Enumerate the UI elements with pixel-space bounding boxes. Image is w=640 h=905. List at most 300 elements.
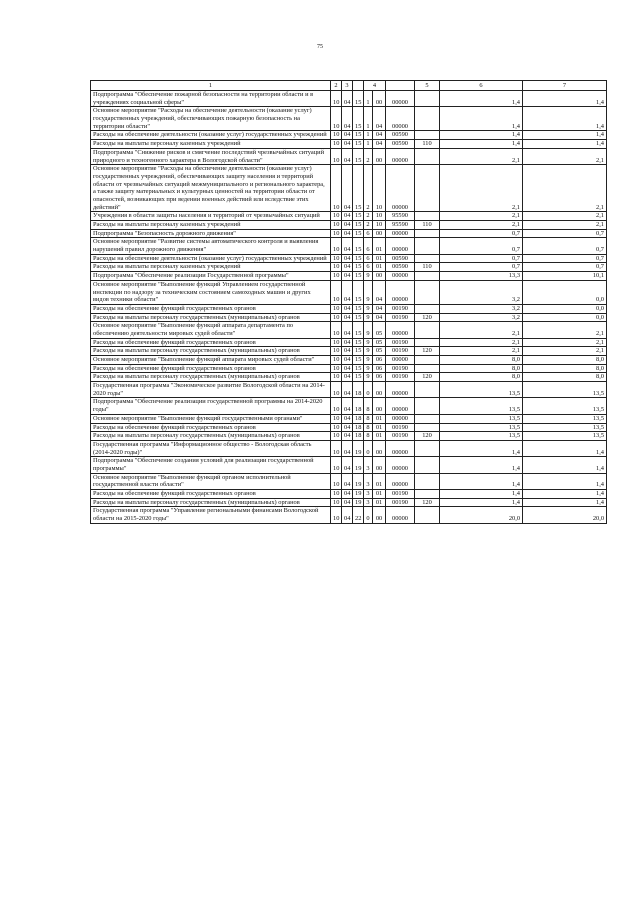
expense-type-code (415, 364, 440, 373)
program-code: 15 (353, 107, 364, 131)
row-name: Расходы на обеспечение функций государственных органов (91, 364, 331, 373)
program-code: 15 (353, 356, 364, 365)
amount-2018: 1,4 (440, 498, 523, 507)
subsection-code: 04 (342, 440, 353, 456)
amount-2018: 0,7 (440, 238, 523, 254)
program-code: 15 (353, 212, 364, 221)
subsection-code: 04 (342, 238, 353, 254)
table-row (91, 263, 607, 272)
program-code: 15 (353, 347, 364, 356)
amount-2018: 3,2 (440, 313, 523, 322)
row-name: Основное мероприятие "Выполнение функций государственными органами" (91, 414, 331, 423)
subprogram-code: 8 (364, 423, 373, 432)
row-name: Расходы на обеспечение деятельности (оказание услуг) государственных учреждений (91, 254, 331, 263)
section-code: 10 (331, 423, 342, 432)
program-code: 15 (353, 221, 364, 230)
program-code: 15 (353, 304, 364, 313)
amount-2019: 13,5 (523, 423, 607, 432)
direction-code: 00190 (386, 498, 415, 507)
row-name: Расходы на выплаты персоналу государственных (муниципальных) органов (91, 347, 331, 356)
subprogram-code: 2 (364, 221, 373, 230)
table-row (91, 254, 607, 263)
row-name: Подпрограмма "Обеспечение пожарной безопасности на территории области и в учреждениях социальной сферы" (91, 91, 331, 107)
amount-2018: 13,5 (440, 432, 523, 441)
expense-type-code (415, 440, 440, 456)
column-header: 6 (440, 81, 523, 91)
direction-code: 00590 (386, 263, 415, 272)
direction-code: 95590 (386, 221, 415, 230)
subprogram-code: 9 (364, 373, 373, 382)
amount-2019: 2,1 (523, 148, 607, 164)
event-code: 00 (373, 148, 386, 164)
amount-2019: 13,5 (523, 414, 607, 423)
expense-type-code (415, 490, 440, 499)
table-row (91, 212, 607, 221)
amount-2018: 2,1 (440, 165, 523, 212)
section-code: 10 (331, 107, 342, 131)
row-name: Основное мероприятие "Развитие системы автоматического контроля и выявления нарушений правил дорожного движения" (91, 238, 331, 254)
section-code: 10 (331, 131, 342, 140)
direction-code: 00190 (386, 373, 415, 382)
direction-code: 00000 (386, 91, 415, 107)
amount-2019: 2,1 (523, 338, 607, 347)
subprogram-code: 6 (364, 263, 373, 272)
expense-type-code: 110 (415, 263, 440, 272)
event-code: 05 (373, 322, 386, 338)
section-code: 10 (331, 238, 342, 254)
table-row (91, 238, 607, 254)
event-code: 00 (373, 457, 386, 473)
amount-2019: 1,4 (523, 140, 607, 149)
table-row (91, 498, 607, 507)
row-name: Расходы на обеспечение функций государственных органов (91, 338, 331, 347)
program-code: 18 (353, 432, 364, 441)
program-code: 15 (353, 254, 364, 263)
event-code: 00 (373, 440, 386, 456)
direction-code: 00000 (386, 457, 415, 473)
budget-table (90, 80, 607, 524)
section-code: 10 (331, 212, 342, 221)
expense-type-code (415, 322, 440, 338)
program-code: 19 (353, 490, 364, 499)
expense-type-code (415, 272, 440, 281)
amount-2018: 13,5 (440, 398, 523, 414)
table-row (91, 507, 607, 523)
subprogram-code: 9 (364, 313, 373, 322)
section-code: 10 (331, 338, 342, 347)
program-code: 19 (353, 457, 364, 473)
amount-2019: 1,4 (523, 107, 607, 131)
subsection-code: 04 (342, 507, 353, 523)
subsection-code: 04 (342, 338, 353, 347)
section-code: 10 (331, 356, 342, 365)
subprogram-code: 1 (364, 107, 373, 131)
table-row (91, 414, 607, 423)
amount-2018: 1,4 (440, 131, 523, 140)
direction-code: 00000 (386, 414, 415, 423)
subprogram-code: 9 (364, 338, 373, 347)
column-header: 4 (364, 81, 386, 91)
row-name: Расходы на выплаты персоналу казенных учреждений (91, 263, 331, 272)
program-code: 19 (353, 473, 364, 489)
subprogram-code: 9 (364, 280, 373, 304)
expense-type-code (415, 382, 440, 398)
event-code: 04 (373, 313, 386, 322)
event-code: 00 (373, 382, 386, 398)
amount-2018: 1,4 (440, 140, 523, 149)
event-code: 00 (373, 272, 386, 281)
amount-2018: 20,0 (440, 507, 523, 523)
event-code: 10 (373, 212, 386, 221)
subprogram-code: 9 (364, 364, 373, 373)
direction-code: 00190 (386, 423, 415, 432)
expense-type-code (415, 414, 440, 423)
direction-code: 00590 (386, 131, 415, 140)
section-code: 10 (331, 498, 342, 507)
amount-2019: 8,0 (523, 373, 607, 382)
table-row (91, 473, 607, 489)
subsection-code: 04 (342, 304, 353, 313)
subprogram-code: 2 (364, 212, 373, 221)
table-row (91, 229, 607, 238)
direction-code: 00000 (386, 507, 415, 523)
table-row (91, 165, 607, 212)
direction-code: 00000 (386, 148, 415, 164)
row-name: Государственная программа "Управление региональными финансами Вологодской области на 2015-2020 годы" (91, 507, 331, 523)
row-name: Подпрограмма "Снижение рисков и смягчение последствий чрезвычайных ситуаций природного и техногенного характера в Вологодской области" (91, 148, 331, 164)
program-code: 15 (353, 322, 364, 338)
row-name: Расходы на выплаты персоналу государственных (муниципальных) органов (91, 373, 331, 382)
subsection-code: 04 (342, 364, 353, 373)
direction-code: 00190 (386, 347, 415, 356)
amount-2018: 3,2 (440, 304, 523, 313)
direction-code: 00000 (386, 440, 415, 456)
section-code: 10 (331, 91, 342, 107)
event-code: 04 (373, 131, 386, 140)
program-code: 15 (353, 91, 364, 107)
amount-2019: 2,1 (523, 221, 607, 230)
column-header (353, 81, 364, 91)
table-row (91, 322, 607, 338)
expense-type-code (415, 212, 440, 221)
event-code: 01 (373, 490, 386, 499)
expense-type-code (415, 398, 440, 414)
amount-2019: 8,0 (523, 356, 607, 365)
table-row (91, 313, 607, 322)
section-code: 10 (331, 473, 342, 489)
subprogram-code: 3 (364, 498, 373, 507)
amount-2019: 2,1 (523, 212, 607, 221)
table-row (91, 304, 607, 313)
subsection-code: 04 (342, 423, 353, 432)
amount-2018: 0,7 (440, 229, 523, 238)
amount-2018: 13,3 (440, 272, 523, 281)
expense-type-code (415, 507, 440, 523)
subsection-code: 04 (342, 356, 353, 365)
table-row (91, 373, 607, 382)
expense-type-code: 120 (415, 347, 440, 356)
expense-type-code (415, 338, 440, 347)
column-header: 5 (415, 81, 440, 91)
section-code: 10 (331, 272, 342, 281)
event-code: 04 (373, 140, 386, 149)
expense-type-code (415, 254, 440, 263)
direction-code: 00000 (386, 356, 415, 365)
amount-2019: 1,4 (523, 131, 607, 140)
subsection-code: 04 (342, 263, 353, 272)
subsection-code: 04 (342, 91, 353, 107)
subsection-code: 04 (342, 148, 353, 164)
table-row (91, 148, 607, 164)
section-code: 10 (331, 440, 342, 456)
event-code: 04 (373, 280, 386, 304)
subsection-code: 04 (342, 212, 353, 221)
table-row (91, 91, 607, 107)
amount-2019: 2,1 (523, 347, 607, 356)
subprogram-code: 3 (364, 473, 373, 489)
event-code: 06 (373, 356, 386, 365)
row-name: Подпрограмма "Обеспечение реализации государственной программы на 2014-2020 годы" (91, 398, 331, 414)
program-code: 15 (353, 165, 364, 212)
amount-2019: 13,5 (523, 382, 607, 398)
amount-2019: 0,0 (523, 280, 607, 304)
row-name: Государственная программа "Информационное общество - Вологодская область (2014-2020 годы)" (91, 440, 331, 456)
amount-2018: 13,5 (440, 382, 523, 398)
direction-code: 95590 (386, 212, 415, 221)
section-code: 10 (331, 221, 342, 230)
program-code: 15 (353, 373, 364, 382)
program-code: 18 (353, 398, 364, 414)
amount-2018: 13,5 (440, 423, 523, 432)
amount-2018: 2,1 (440, 212, 523, 221)
program-code: 15 (353, 148, 364, 164)
row-name: Расходы на выплаты персоналу государственных (муниципальных) органов (91, 498, 331, 507)
expense-type-code (415, 91, 440, 107)
section-code: 10 (331, 148, 342, 164)
amount-2019: 1,4 (523, 91, 607, 107)
amount-2019: 0,7 (523, 254, 607, 263)
amount-2018: 2,1 (440, 347, 523, 356)
row-name: Подпрограмма "Безопасность дорожного движения" (91, 229, 331, 238)
section-code: 10 (331, 165, 342, 212)
subprogram-code: 8 (364, 414, 373, 423)
event-code: 01 (373, 498, 386, 507)
direction-code: 00000 (386, 322, 415, 338)
amount-2018: 0,7 (440, 254, 523, 263)
direction-code: 00000 (386, 272, 415, 281)
program-code: 19 (353, 440, 364, 456)
amount-2018: 2,1 (440, 338, 523, 347)
subprogram-code: 6 (364, 254, 373, 263)
event-code: 00 (373, 398, 386, 414)
direction-code: 00190 (386, 364, 415, 373)
subsection-code: 04 (342, 107, 353, 131)
subprogram-code: 9 (364, 272, 373, 281)
subprogram-code: 9 (364, 356, 373, 365)
table-row (91, 457, 607, 473)
subprogram-code: 3 (364, 457, 373, 473)
expense-type-code: 120 (415, 373, 440, 382)
program-code: 19 (353, 498, 364, 507)
subprogram-code: 9 (364, 304, 373, 313)
subprogram-code: 2 (364, 148, 373, 164)
direction-code: 00000 (386, 238, 415, 254)
amount-2019: 10,1 (523, 272, 607, 281)
direction-code: 00190 (386, 432, 415, 441)
amount-2018: 0,7 (440, 263, 523, 272)
amount-2018: 1,4 (440, 473, 523, 489)
column-header (386, 81, 415, 91)
amount-2019: 0,7 (523, 238, 607, 254)
table-row (91, 272, 607, 281)
section-code: 10 (331, 507, 342, 523)
program-code: 15 (353, 338, 364, 347)
program-code: 15 (353, 280, 364, 304)
row-name: Подпрограмма "Обеспечение реализации Государственной программы" (91, 272, 331, 281)
column-header: 7 (523, 81, 607, 91)
subsection-code: 04 (342, 490, 353, 499)
section-code: 10 (331, 457, 342, 473)
subsection-code: 04 (342, 382, 353, 398)
section-code: 10 (331, 382, 342, 398)
expense-type-code (415, 107, 440, 131)
section-code: 10 (331, 398, 342, 414)
subprogram-code: 2 (364, 165, 373, 212)
column-header: 3 (342, 81, 353, 91)
event-code: 04 (373, 304, 386, 313)
expense-type-code: 110 (415, 140, 440, 149)
program-code: 15 (353, 364, 364, 373)
program-code: 15 (353, 272, 364, 281)
direction-code: 00000 (386, 229, 415, 238)
event-code: 00 (373, 91, 386, 107)
row-name: Учреждения в области защиты населения и территорий от чрезвычайных ситуаций (91, 212, 331, 221)
expense-type-code (415, 304, 440, 313)
row-name: Расходы на выплаты персоналу государственных (муниципальных) органов (91, 313, 331, 322)
table-row (91, 356, 607, 365)
subsection-code: 04 (342, 414, 353, 423)
amount-2018: 1,4 (440, 440, 523, 456)
direction-code: 00000 (386, 165, 415, 212)
program-code: 18 (353, 414, 364, 423)
direction-code: 00000 (386, 473, 415, 489)
subprogram-code: 3 (364, 490, 373, 499)
expense-type-code (415, 473, 440, 489)
expense-type-code (415, 165, 440, 212)
row-name: Расходы на обеспечение деятельности (оказание услуг) государственных учреждений (91, 131, 331, 140)
amount-2019: 1,4 (523, 490, 607, 499)
subsection-code: 04 (342, 131, 353, 140)
program-code: 18 (353, 382, 364, 398)
row-name: Подпрограмма "Обеспечение создания условий для реализации государственной программы" (91, 457, 331, 473)
row-name: Государственная программа "Экономическое развитие Вологодской области на 2014-2020 годы" (91, 382, 331, 398)
amount-2018: 1,4 (440, 107, 523, 131)
direction-code: 00590 (386, 140, 415, 149)
subsection-code: 04 (342, 432, 353, 441)
subsection-code: 04 (342, 272, 353, 281)
table-row (91, 347, 607, 356)
subsection-code: 04 (342, 254, 353, 263)
program-code: 15 (353, 140, 364, 149)
row-name: Расходы на обеспечение функций государственных органов (91, 304, 331, 313)
program-code: 22 (353, 507, 364, 523)
event-code: 10 (373, 165, 386, 212)
table-row (91, 364, 607, 373)
direction-code: 00000 (386, 107, 415, 131)
subsection-code: 04 (342, 373, 353, 382)
amount-2019: 1,4 (523, 498, 607, 507)
subsection-code: 04 (342, 280, 353, 304)
subprogram-code: 9 (364, 322, 373, 338)
direction-code: 00000 (386, 382, 415, 398)
subsection-code: 04 (342, 322, 353, 338)
row-name: Расходы на обеспечение функций государственных органов (91, 490, 331, 499)
subsection-code: 04 (342, 457, 353, 473)
subprogram-code: 1 (364, 140, 373, 149)
direction-code: 00000 (386, 280, 415, 304)
amount-2019: 1,4 (523, 440, 607, 456)
amount-2019: 1,4 (523, 457, 607, 473)
amount-2018: 8,0 (440, 364, 523, 373)
table-row (91, 398, 607, 414)
event-code: 01 (373, 423, 386, 432)
event-code: 06 (373, 364, 386, 373)
table-row (91, 221, 607, 230)
table-row (91, 107, 607, 131)
table-row (91, 338, 607, 347)
direction-code: 00190 (386, 338, 415, 347)
row-name: Расходы на обеспечение функций государственных органов (91, 423, 331, 432)
expense-type-code (415, 131, 440, 140)
section-code: 10 (331, 364, 342, 373)
table-row (91, 382, 607, 398)
event-code: 01 (373, 254, 386, 263)
expense-type-code (415, 457, 440, 473)
event-code: 10 (373, 221, 386, 230)
amount-2019: 0,7 (523, 263, 607, 272)
table-row (91, 490, 607, 499)
table-header-row (91, 81, 607, 91)
section-code: 10 (331, 229, 342, 238)
expense-type-code: 110 (415, 221, 440, 230)
event-code: 01 (373, 432, 386, 441)
amount-2019: 0,0 (523, 313, 607, 322)
amount-2019: 13,5 (523, 398, 607, 414)
table-row (91, 423, 607, 432)
expense-type-code (415, 148, 440, 164)
program-code: 15 (353, 263, 364, 272)
subprogram-code: 8 (364, 398, 373, 414)
section-code: 10 (331, 304, 342, 313)
table-row (91, 432, 607, 441)
table-body (91, 91, 607, 524)
amount-2018: 13,5 (440, 414, 523, 423)
section-code: 10 (331, 313, 342, 322)
page-number: 75 (317, 44, 323, 50)
amount-2018: 1,4 (440, 490, 523, 499)
subsection-code: 04 (342, 398, 353, 414)
column-header: 1 (91, 81, 331, 91)
subprogram-code: 1 (364, 91, 373, 107)
amount-2019: 13,5 (523, 432, 607, 441)
subsection-code: 04 (342, 347, 353, 356)
section-code: 10 (331, 373, 342, 382)
row-name: Расходы на выплаты персоналу государственных (муниципальных) органов (91, 432, 331, 441)
expense-type-code (415, 280, 440, 304)
amount-2019: 0,0 (523, 304, 607, 313)
direction-code: 00190 (386, 304, 415, 313)
event-code: 01 (373, 414, 386, 423)
